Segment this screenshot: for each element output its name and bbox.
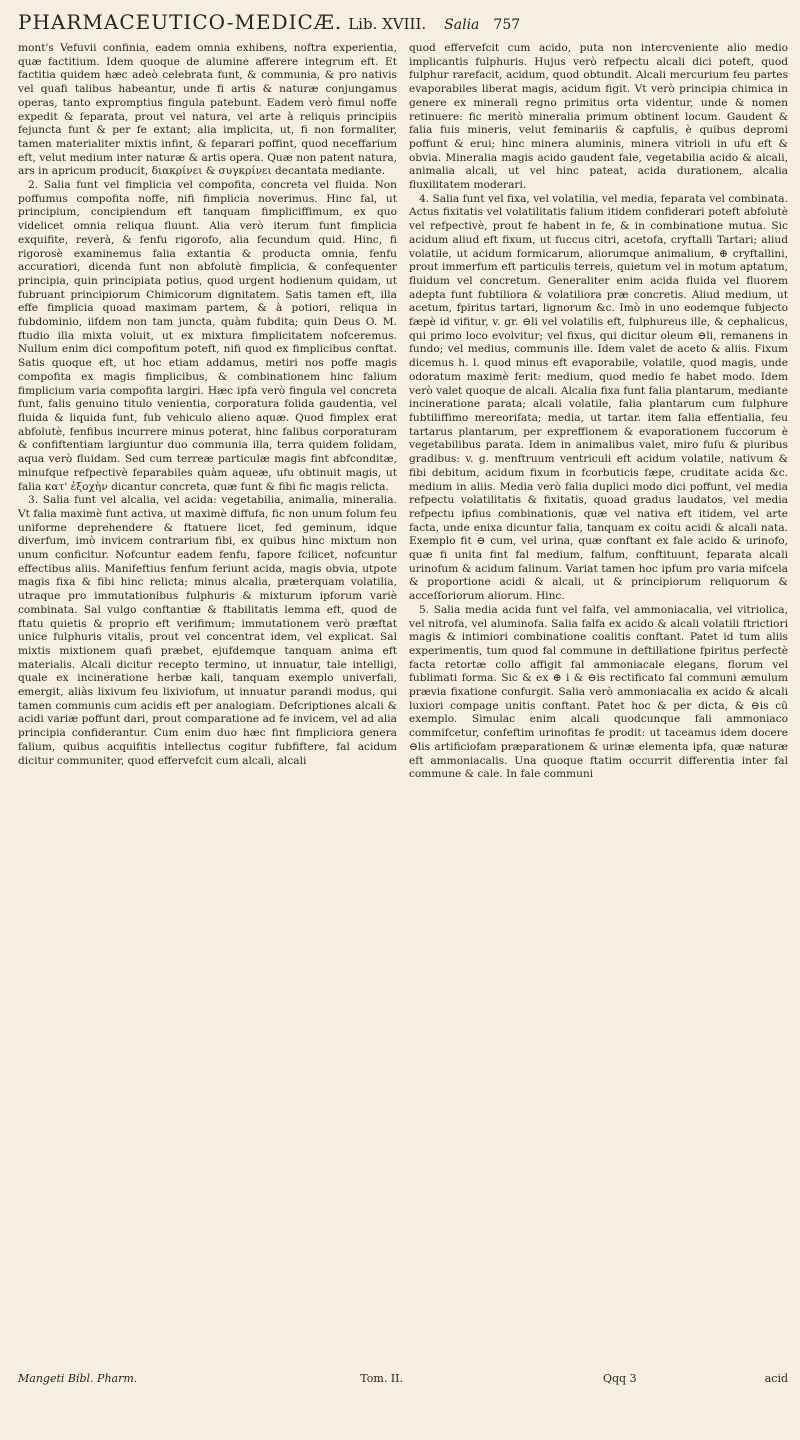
paragraph: 5. Salia media acida funt vel falfa, vel ammoniacalia, vel vitriolica, vel nitrofa, vel aluminofa. Salia falfa ex acido & alcali volatili ftrictiori magis & intimiori combinatione coalitis conftant. Patet id tum aliis experimentis, tum quod fal commune in deftillatione fpiritus perfectè facta retortæ collo affigit fal ammoniacale elegans, florum vel fublimati forma. Sic & ex ⊕ i & ⊖is rectificato fal communi æmulum prævia fixatione confurgit. Salia verò ammoniacalia ex acido & alcali luxiori compage unitis conftant. Patet hoc & per dicta, & ⊖is cū exemplo. Simulac enim alcali quodcunque fali ammoniaco commifcetur, confeftim urinofitas fe prodit: ut taceamus idem docere ⊖lis artificiofam præparationem & urinæ elementa ipfa, quæ naturæ eft ammoniacalis. Una quoque ftatim occurrit differentia inter fal commune & cale. In fale communi — [409, 603, 788, 781]
paragraph: quod effervefcit cum acido, puta non intercveniente alio medio implicantis fulphuris. Hujus verò refpectu alcali dici poteft, quod fulphur rarefacit, acidum, quod obtundit. Alcali mercurium feu partes evaporabiles liberat magis, acidum figit. Vt verò principia chimica in genere ex minerali regno primitus orta videntur, unde & nomen retinuere: fic meritò mineralia primum obtinent locum. Gaudent & falia fuis mineris, velut feminariis & capfulis, è quibus depromi poffunt & erui; hinc minera aluminis, minera vitrioli in ufu eft & obvia. Mineralia magis acido gaudent fale, vegetabilia acido & alcali, animalia alcali, ut vel hinc pateat, acida durationem, alcalia fluxilitatem moderari. — [409, 42, 788, 192]
paragraph: 4. Salia funt vel fixa, vel volatilia, vel media, feparata vel combinata. Actus fixitatis vel volatilitatis falium itidem confiderari poteft abfolutè vel refpectivè, prout fe habent in fe, & in combinatione mutua. Sic acidum aliud eft fixum, ut fuccus citri, acetofa, cryftalli Tartari; aliud volatile, ut acidum formicarum, aliorumque animalium, ⊕ cryftallini, prout immerfum eft particulis terreis, quietum vel in motum aptatum, fluidum vel concretum. Generaliter enim acida fluida vel fluorem adepta funt fubtiliora & volatiliora præ concretis. Aliud medium, ut acetum, fpiritus tartari, lignorum &c. Imò in uno eodemque fubjecto fæpè id vifitur, v. gr. ⊖li vel volatilis eft, fulphureus ille, & cephalicus, qui primo loco evolvitur; vel fixus, qui dicitur oleum ⊖li, remanens in fundo; vel medius, communis ille. Idem valet de aceto & aliis. Fixum dicemus h. l. quod minus eft evaporabile, volatile, quod magis, unde odoratum maximè ferit: medium, quod medio fe habet modo. Idem verò valet quoque de alcali. Alcalia fixa funt falia plantarum, mediante incineratione parata; alcali volatile, falia plantarum cum fulphure fubtiliffimo mereorifata; media, ut tartar. item falia effentialia, feu tartarus plantarum, per expreffionem & evaporationem fuccorum è vegetabilibus parata. Idem in animalibus valet, miro fuſu & pluribus gradibus: v. g. menftruum ventriculi eft acidum volatile, nativum & fibi debitum, acidum fixum in fcorbuticis fæpe, cruditate acida &c. medium in aliis. Media verò falia duplici modo dici poffunt, vel media refpectu volatilitatis & fixitatis, quoad gradus laudatos, vel media refpectu ipfius combinationis, quæ vel nativa eft itidem, vel arte facta, unde enixa dicuntur falia, tanquam ex coitu acidi & alcali nata. Exemplo fit ⊖ cum, vel urina, quæ conftant ex fale acido & urinofo, quæ fi unita fint fal medium, falfum, conftituunt, feparata alcali urinofum & acidum falinum. Variat tamen hoc ipfum pro varia mifcela & proportione acidi & alcali, ut & principiorum reliquorum & acceſſoriorum aliorum. Hinc. — [409, 192, 788, 603]
catchword: acid — [764, 1372, 788, 1385]
book-number: Lib. XVIII. — [348, 15, 427, 33]
section-title: Salia — [444, 17, 480, 33]
page-footer — [18, 1372, 788, 1385]
running-header — [18, 10, 788, 42]
footer-citation: Mangeti Bibl. Pharm. — [18, 1372, 138, 1385]
signature-mark: Qqq 3 — [603, 1372, 637, 1385]
paragraph: 2. Salia funt vel fimplicia vel compofita, concreta vel fluida. Non poffumus compofita noffe, nifi fimplicia noverimus. Hinc fal, ut principium, concipiendum eft tanquam fimpliciffimum, ex quo videlicet omnia reliqua fluunt. Alia verò iterum funt fimplicia exquifite, reverà, & fenfu rigorofo, alia fecundum quid. Hinc, fi rigorosè examinemus falia extantia & producta omnia, fenfu accuratiori, dicenda funt non abfolutè fimplicia, & confequenter principia, quin principiata potius, quod urgent hodienum quidam, ut fubruant principiorum Chimicorum dignitatem. Satis tamen eft, illa effe fimplicia quoad maximam partem, & à potiori, reliqua in fubdominio, iifdem non tam juncta, quàm fubdita; quin Deus O. M. ftudio illa mixta voluit, ut ex mixtura fimplicitatem nofceremus. Nullum enim dici compofitum poteft, nifi quod ex fimplicibus conftat. Satis quoque eft, ut hoc etiam addamus, metiri nos poffe magis compofita ex magis fimplicibus, & combinationem hinc falium fimplicium varia compofita largiri. Hæc ipfa verò fingula vel concreta funt, falis genuino titulo venientia, corporatura folida gaudentia, vel fluida & liquida funt, fub vehiculo alieno aquæ. Quod fimplex erat abfolutè, fenfibus incurrere minus poterat, hinc falibus corporaturam & confiftentiam largiuntur duo communia illa, terra quidem folidam, aqua verò fluidam. Sed cum terreæ particulæ magis fint abfconditæ, minufque refpectivè feparabiles quàm aqueæ, ufu obtinuit magis, ut falia κατ' ἐξοχὴν dicantur concreta, quæ funt & fibi fic magis relicta. — [18, 179, 397, 493]
paragraph: mont's Vefuvii confinia, eadem omnia exhibens, noftra experientia, quæ factitium. Idem quoque de alumine afferere integrum eft. Et factitia quidem hæc adeò celebrata funt, & communia, & pro nativis vel quafi talibus habeantur, unde fi artis & naturæ conjungamus operas, tanto expromptius fingula patebunt. Eadem verò fimul noffe expedit & feparata, prout vel natura, vel arte à reliquis principiis fejuncta funt & per fe extant; alia implicita, ut, fi non formaliter, tamen materialiter mixtis infint, & feparari poffint, quod neceffarium eft, velut medium inter naturæ & artis opera. Quæ non patent natura, ars in apricum producit, διακρίνει & συγκρίνει decantata mediante. — [18, 42, 397, 178]
page-number: 757 — [493, 17, 521, 33]
right-column — [409, 42, 788, 782]
footer-volume: Tom. II. — [360, 1372, 403, 1385]
text-columns — [18, 42, 788, 782]
paragraph: 3. Salia funt vel alcalia, vel acida: vegetabilia, animalia, mineralia. Vt falia maximè funt activa, ut maximè diffufa, fic non unum folum feu uniforme deprehendere & ftatuere licet, fed geminum, idque diverfum, imò invicem contrarium fibi, ex quibus hinc mixtum non unum conficitur. Nofcuntur eadem fenfu, fapore fcilicet, nofcuntur effectibus aliis. Manifeftius fenfum feriunt acida, magis obvia, utpote magis fixa & fibi hinc relicta; minus alcalia, præterquam volatilia, utraque pro immutationibus fulphuris & mixturum ipforum variè combinata. Sal vulgo conftantiæ & ftabilitatis lemma eft, quod de ftatu quietis & proprio eft verifimum; immutationem verò præftat unice fulphuris vitalis, prout vel concentrat idem, vel explicat. Sal mixtis mixtionem quafi præbet, ejufdemque tanquam anima eft materialis. Alcali dicitur recepto termino, ut innuatur, tale intelligi, quale ex incineratione herbæ kali, tanquam exemplo univerfali, emergit, aliàs lixivum feu lixiviofum, ut innuatur parandi modus, qui tamen communis cum acidis eft per analogiam. Defcriptiones alcali & acidi variæ poffunt dari, prout comparatione ad fe invicem, vel ad alia principia confiderantur. Cum enim duo hæc fint fimpliciora genera falium, quibus acquifitis intellectus cogitur fubfiftere, fal acidum dicitur communiter, quod effervefcit cum alcali, alcali — [18, 494, 397, 767]
running-title: PHARMACEUTICO-MEDICÆ. — [18, 10, 343, 34]
left-column — [18, 42, 397, 782]
